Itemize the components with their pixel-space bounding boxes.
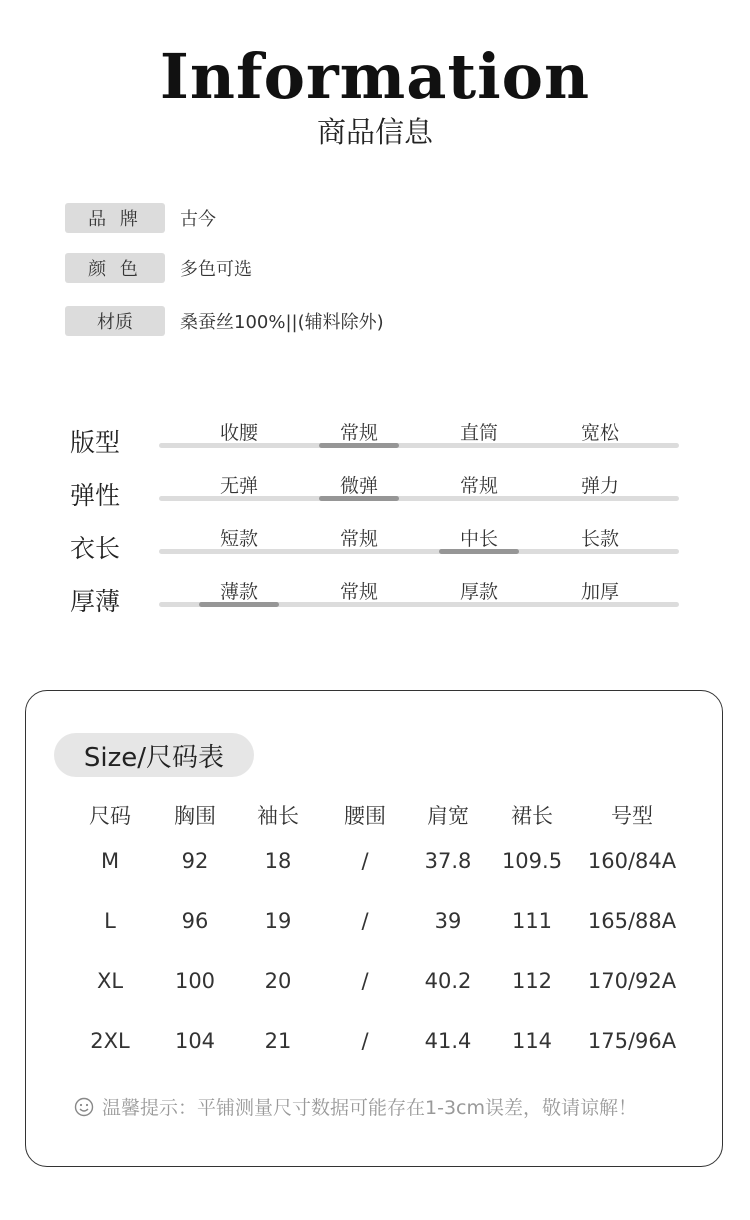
table-cell: 92 bbox=[181, 849, 209, 873]
table-cell: 112 bbox=[511, 969, 553, 993]
table-cell: 111 bbox=[511, 909, 553, 933]
info-row-brand bbox=[65, 203, 216, 233]
table-cell: 40.2 bbox=[424, 969, 472, 993]
size-chart-card bbox=[25, 690, 723, 1167]
table-cell: L bbox=[104, 909, 116, 933]
info-label: 品 牌 bbox=[65, 203, 165, 233]
table-cell: 109.5 bbox=[501, 849, 563, 873]
table-cell: 19 bbox=[264, 909, 292, 933]
smile-icon bbox=[74, 1097, 94, 1117]
attribute-option: 厚款 bbox=[459, 581, 498, 603]
attribute-label: 版型 bbox=[70, 428, 121, 457]
attribute-option: 中长 bbox=[459, 528, 498, 550]
attribute-row bbox=[70, 418, 680, 468]
table-cell: M bbox=[100, 849, 120, 873]
info-value: 桑蚕丝100%||(辅料除外) bbox=[180, 312, 384, 333]
table-cell: 41.4 bbox=[424, 1029, 472, 1053]
table-row bbox=[26, 909, 724, 939]
attribute-option: 短款 bbox=[219, 528, 258, 550]
table-header-row bbox=[26, 800, 724, 830]
table-cell: 96 bbox=[181, 909, 209, 933]
table-row bbox=[26, 969, 724, 999]
attribute-row bbox=[70, 524, 680, 574]
size-note bbox=[74, 1093, 637, 1120]
attribute-option: 加厚 bbox=[580, 581, 619, 603]
page-title: Information bbox=[159, 40, 591, 113]
table-cell: 104 bbox=[174, 1029, 216, 1053]
table-cell: 腰围 bbox=[344, 804, 386, 828]
attribute-label: 弹性 bbox=[70, 481, 121, 510]
info-row-material bbox=[65, 306, 384, 336]
table-cell: 20 bbox=[264, 969, 292, 993]
attribute-option: 无弹 bbox=[219, 475, 258, 497]
table-cell: 160/84A bbox=[587, 849, 677, 873]
table-cell: 肩宽 bbox=[427, 804, 469, 828]
table-cell: 胸围 bbox=[174, 804, 216, 828]
attribute-option: 宽松 bbox=[580, 422, 619, 444]
attribute-option: 直筒 bbox=[459, 422, 498, 444]
attribute-label: 衣长 bbox=[70, 534, 121, 563]
info-label: 颜 色 bbox=[65, 253, 165, 283]
size-chart-title: Size/尺码表 bbox=[54, 733, 254, 777]
attribute-row bbox=[70, 577, 680, 627]
attribute-option: 长款 bbox=[580, 528, 619, 550]
table-cell: / bbox=[361, 909, 369, 933]
info-value: 古今 bbox=[180, 209, 216, 230]
attribute-option: 薄款 bbox=[219, 581, 258, 603]
attribute-row bbox=[70, 471, 680, 521]
table-cell: 165/88A bbox=[587, 909, 677, 933]
attribute-label: 厚薄 bbox=[70, 587, 121, 616]
table-cell: XL bbox=[96, 969, 124, 993]
table-cell: 100 bbox=[174, 969, 216, 993]
info-label: 材质 bbox=[65, 306, 165, 336]
attribute-option: 常规 bbox=[459, 475, 498, 497]
size-note-text: 温馨提示：平铺测量尺寸数据可能存在1-3cm误差，敬请谅解！ bbox=[102, 1097, 637, 1119]
table-cell: / bbox=[361, 1029, 369, 1053]
table-cell: 37.8 bbox=[424, 849, 472, 873]
table-cell: 尺码 bbox=[89, 804, 131, 828]
attribute-option: 收腰 bbox=[219, 422, 258, 444]
table-cell: 2XL bbox=[90, 1029, 130, 1053]
table-cell: 39 bbox=[434, 909, 462, 933]
table-cell: 170/92A bbox=[587, 969, 677, 993]
attribute-option: 常规 bbox=[339, 581, 378, 603]
table-cell: 18 bbox=[264, 849, 292, 873]
attribute-option: 常规 bbox=[339, 422, 378, 444]
info-row-color bbox=[65, 253, 252, 283]
attribute-option: 微弹 bbox=[339, 475, 378, 497]
table-cell: 号型 bbox=[611, 804, 653, 828]
table-row bbox=[26, 1029, 724, 1059]
info-value: 多色可选 bbox=[180, 259, 252, 280]
table-cell: / bbox=[361, 969, 369, 993]
attribute-option: 弹力 bbox=[580, 475, 619, 497]
table-row bbox=[26, 849, 724, 879]
table-cell: 裙长 bbox=[511, 804, 553, 828]
table-cell: 114 bbox=[511, 1029, 553, 1053]
attribute-option: 常规 bbox=[339, 528, 378, 550]
table-cell: 袖长 bbox=[257, 804, 299, 828]
page-subtitle: 商品信息 bbox=[316, 115, 433, 149]
table-cell: / bbox=[361, 849, 369, 873]
table-cell: 21 bbox=[264, 1029, 292, 1053]
table-cell: 175/96A bbox=[587, 1029, 677, 1053]
